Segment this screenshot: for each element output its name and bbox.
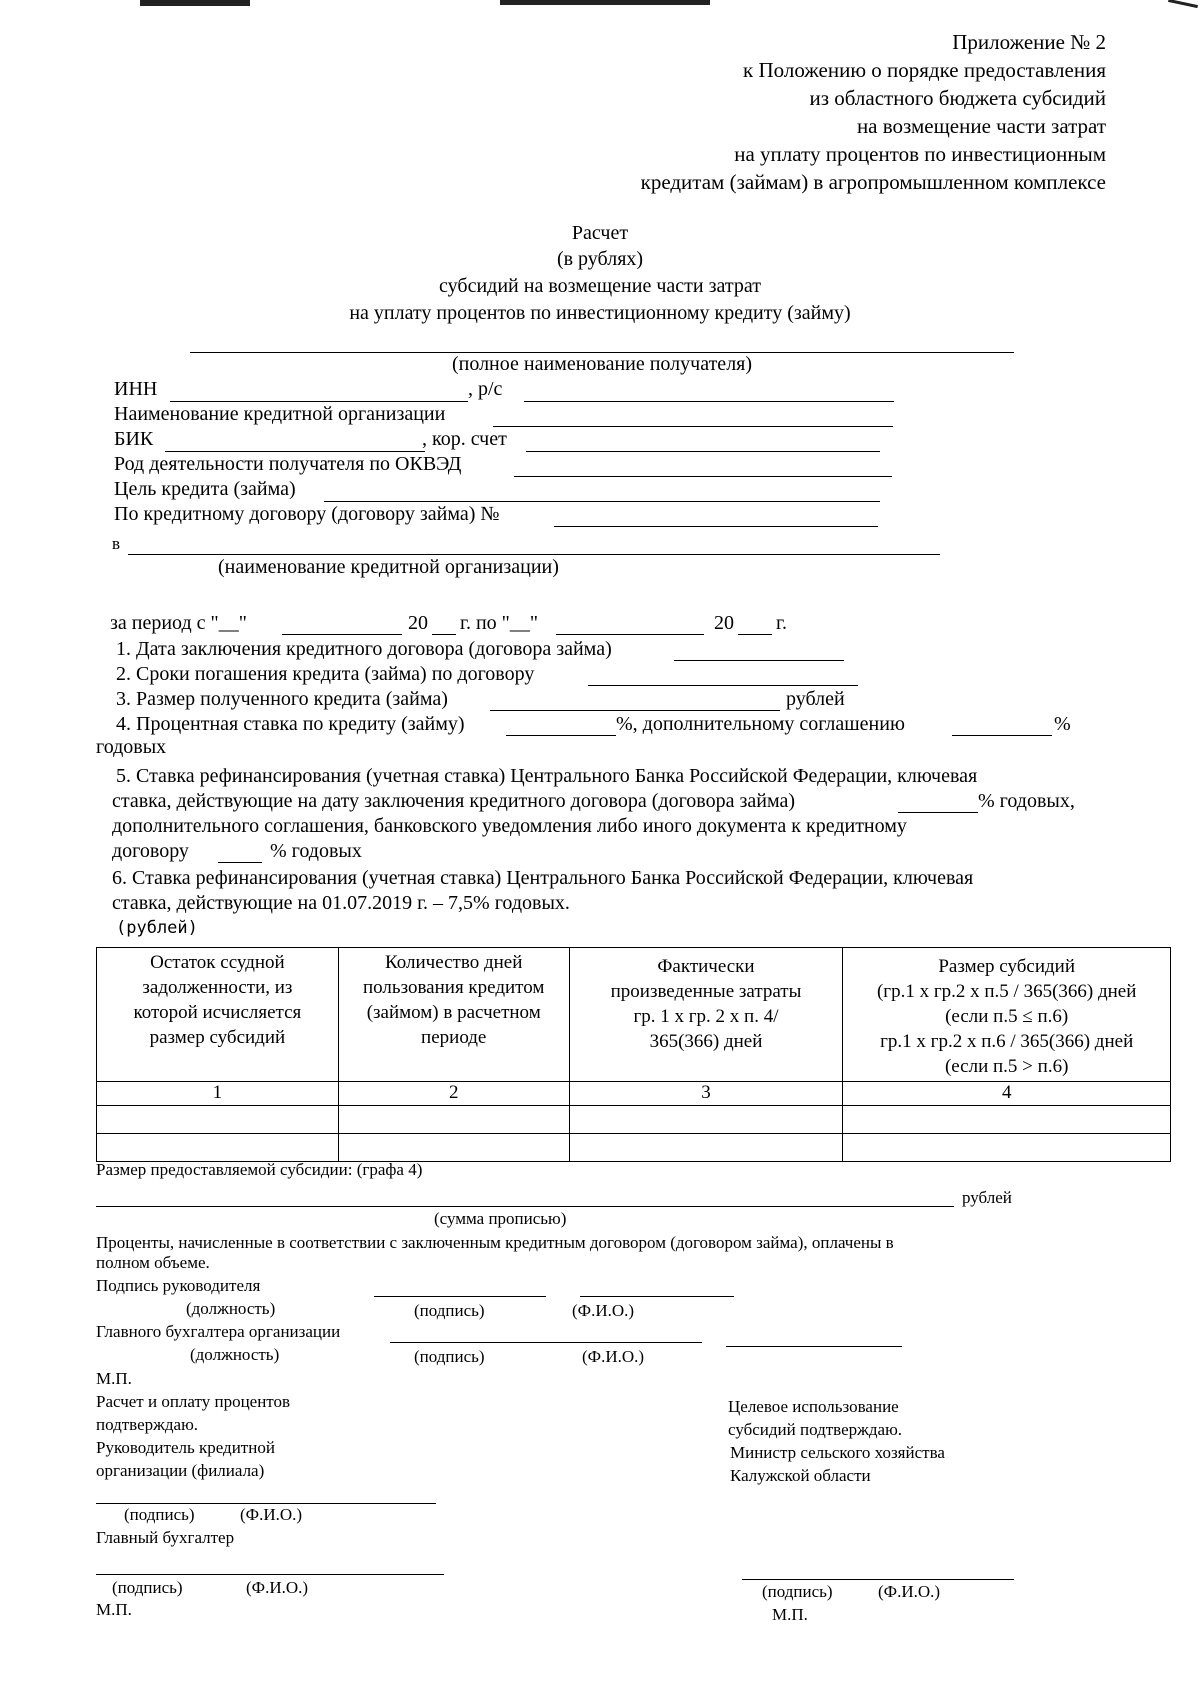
period-year1: 20 (408, 612, 428, 634)
item-4-rate-field[interactable] (506, 735, 616, 736)
period-to-label: г. по "__" (460, 612, 538, 634)
interest-statement-line-1: Проценты, начисленные в соответствии с заключенным кредитным договором (договором займа), оплачены в (96, 1233, 894, 1252)
item-3-label: 3. Размер полученного кредита (займа) (116, 688, 448, 710)
item-5-line-4b: % годовых (270, 840, 362, 862)
item-4-mid: %, дополнительному соглашению (616, 713, 905, 735)
appendix-line: кредитам (займам) в агропромышленном комплексе (640, 170, 1106, 194)
subsidy-amount-field[interactable] (96, 1206, 954, 1207)
bik-field[interactable] (165, 451, 425, 452)
title-line: (в рублях) (556, 248, 644, 270)
subsidy-amount-label: Размер предоставляемой субсидии: (графа 4) (96, 1160, 423, 1179)
bank-chief-sign-caption: (подпись) (112, 1578, 183, 1597)
appendix-line: из областного бюджета субсидий (809, 86, 1106, 110)
bank-chief-accountant-label: Главный бухгалтер (96, 1528, 235, 1547)
table-header-row (97, 948, 1171, 1082)
table-cell[interactable] (97, 1106, 339, 1134)
appendix-line: к Положению о порядке предоставления (743, 58, 1106, 82)
ministry-signature-field[interactable] (742, 1579, 1014, 1580)
header-cell-days: Количество дней пользования кредитом (займом) в расчетном периоде (338, 948, 569, 1082)
bank-caption: (наименование кредитной организации) (218, 556, 559, 578)
period-year2: 20 (714, 612, 734, 634)
item-6-line-2: ставка, действующие на 01.07.2019 г. – 7,5% годовых. (112, 892, 570, 914)
appendix-line: на возмещение части затрат (856, 114, 1106, 138)
appendix-line: на уплату процентов по инвестиционным (734, 142, 1106, 166)
bank-confirm-line: подтверждаю. (96, 1415, 199, 1434)
account-field[interactable] (524, 401, 894, 402)
bank-head-sign-caption: (подпись) (124, 1505, 195, 1524)
bank-seal-label: М.П. (96, 1600, 132, 1619)
corr-account-field[interactable] (526, 451, 880, 452)
title-line: субсидий на возмещение части затрат (439, 275, 761, 297)
table-cell[interactable] (569, 1106, 843, 1134)
bank-name-label: Наименование кредитной организации (114, 403, 446, 425)
account-label: , р/с (468, 378, 503, 400)
corr-account-label: , кор. счет (422, 428, 507, 450)
item-1-label: 1. Дата заключения кредитного договора (договора займа) (116, 638, 612, 660)
column-number: 1 (97, 1082, 339, 1106)
head-sign-caption: (подпись) (414, 1301, 485, 1320)
item-1-field[interactable] (674, 660, 844, 661)
head-fio-caption: (Ф.И.О.) (572, 1301, 635, 1320)
appendix-line: Приложение № 2 (952, 30, 1106, 54)
inn-field[interactable] (170, 401, 468, 402)
ministry-sign-caption: (подпись) (762, 1582, 833, 1601)
subsidy-calculation-table (96, 947, 1171, 1162)
chief-accountant-fio-caption: (Ф.И.О.) (582, 1347, 645, 1366)
item-5-line-2: ставка, действующие на дату заключения кредитного договора (договора займа) (112, 790, 795, 812)
contract-label: По кредитному договору (договору займа) № (114, 503, 500, 525)
period-from-label: за период с "__" (110, 612, 247, 634)
bik-label: БИК (114, 428, 154, 450)
item-4-percent: % (1054, 713, 1071, 735)
column-number: 3 (569, 1082, 843, 1106)
bank-confirm-line: Руководитель кредитной (96, 1438, 275, 1457)
table-cell[interactable] (569, 1134, 843, 1162)
item-5-line-4a: договору (112, 840, 189, 862)
column-number: 2 (338, 1082, 569, 1106)
chief-accountant-fio-field[interactable] (726, 1346, 902, 1347)
okved-field[interactable] (514, 476, 892, 477)
header-cell-actual-costs: Фактически произведенные затраты гр. 1 х гр. 2 х п. 4/ 365(366) дней (569, 948, 843, 1082)
title-line: Расчет (571, 222, 629, 244)
table-row (97, 1134, 1171, 1162)
column-number: 4 (843, 1082, 1171, 1106)
head-signature-label: Подпись руководителя (96, 1276, 261, 1295)
okved-label: Род деятельности получателя по ОКВЭД (114, 453, 462, 475)
item-5-rate-field[interactable] (898, 812, 978, 813)
title-line: на уплату процентов по инвестиционному кредиту (займу) (349, 302, 851, 324)
bank-in-label: в (112, 534, 121, 553)
recipient-name-caption: (полное наименование получателя) (451, 353, 753, 375)
ministry-confirm-line: субсидий подтверждаю. (728, 1420, 903, 1439)
table-cell[interactable] (97, 1134, 339, 1162)
subsidy-amount-caption: (сумма прописью) (434, 1209, 567, 1228)
header-cell-balance: Остаток ссудной задолженности, из которой исчисляется размер субсидий (97, 948, 339, 1082)
item-5-line-2-end: % годовых, (978, 790, 1075, 812)
chief-accountant-sign-caption: (подпись) (414, 1347, 485, 1366)
ministry-confirm-line: Целевое использование (728, 1397, 899, 1416)
bank-head-fio-caption: (Ф.И.О.) (240, 1505, 303, 1524)
bank-in-field[interactable] (128, 554, 940, 555)
ministry-confirm-line: Министр сельского хозяйства (730, 1443, 945, 1462)
table-cell[interactable] (338, 1106, 569, 1134)
item-3-unit: рублей (786, 688, 845, 710)
loan-purpose-field[interactable] (324, 501, 880, 502)
item-3-field[interactable] (490, 710, 780, 711)
item-4-tail: годовых (96, 736, 167, 758)
item-5-agreement-field[interactable] (218, 862, 262, 863)
item-4-label: 4. Процентная ставка по кредиту (займу) (116, 713, 465, 735)
interest-statement-line-2: полном объеме. (96, 1253, 210, 1272)
period-year-suffix: г. (776, 612, 787, 634)
table-cell[interactable] (843, 1106, 1171, 1134)
item-6-line-1: 6. Ставка рефинансирования (учетная ставка) Центрального Банка Российской Федерации, ключевая (112, 867, 974, 889)
scan-artifact-left (140, 0, 250, 6)
seal-label: М.П. (96, 1369, 132, 1388)
scan-artifact-right (1168, 0, 1198, 8)
bank-head-signature-field[interactable] (96, 1503, 436, 1504)
table-unit-note: (рублей) (116, 918, 198, 938)
scan-artifact-center (500, 0, 710, 5)
loan-purpose-label: Цель кредита (займа) (114, 478, 296, 500)
table-cell[interactable] (338, 1134, 569, 1162)
table-row (97, 1106, 1171, 1134)
bank-confirm-line: организации (филиала) (96, 1461, 265, 1480)
head-fio-field[interactable] (580, 1296, 734, 1297)
bank-name-field[interactable] (493, 426, 893, 427)
chief-accountant-position-caption: (должность) (190, 1345, 280, 1364)
period-to-field[interactable] (556, 634, 704, 635)
inn-label: ИНН (114, 378, 158, 400)
ministry-seal-label: М.П. (772, 1605, 808, 1624)
item-2-label: 2. Сроки погашения кредита (займа) по договору (116, 663, 535, 685)
chief-accountant-signature-field[interactable] (390, 1342, 702, 1343)
ministry-confirm-line: Калужской области (730, 1466, 871, 1485)
table-cell[interactable] (843, 1134, 1171, 1162)
bank-chief-accountant-signature-field[interactable] (96, 1574, 444, 1575)
item-2-field[interactable] (588, 685, 858, 686)
subsidy-amount-unit: рублей (962, 1188, 1012, 1207)
bank-confirm-line: Расчет и оплату процентов (96, 1392, 291, 1411)
period-from-field[interactable] (282, 634, 402, 635)
item-4-agreement-field[interactable] (952, 735, 1052, 736)
table-number-row (97, 1082, 1171, 1106)
period-year1-field[interactable] (432, 634, 456, 635)
contract-field[interactable] (554, 526, 878, 527)
chief-accountant-org-label: Главного бухгалтера организации (96, 1322, 341, 1341)
head-signature-field[interactable] (374, 1296, 546, 1297)
item-5-line-3: дополнительного соглашения, банковского уведомления либо иного документа к кредитному (112, 815, 907, 837)
head-position-caption: (должность) (186, 1299, 276, 1318)
header-cell-subsidy-size: Размер субсидий (гр.1 х гр.2 х п.5 / 365(366) дней (если п.5 ≤ п.6) гр.1 х гр.2 х п.6 / 365(366) дней (если п.5 > п.6) (843, 948, 1171, 1082)
bank-chief-fio-caption: (Ф.И.О.) (246, 1578, 309, 1597)
item-5-line-1: 5. Ставка рефинансирования (учетная ставка) Центрального Банка Российской Федерации, ключевая (116, 765, 978, 787)
period-year2-field[interactable] (738, 634, 772, 635)
ministry-fio-caption: (Ф.И.О.) (878, 1582, 941, 1601)
